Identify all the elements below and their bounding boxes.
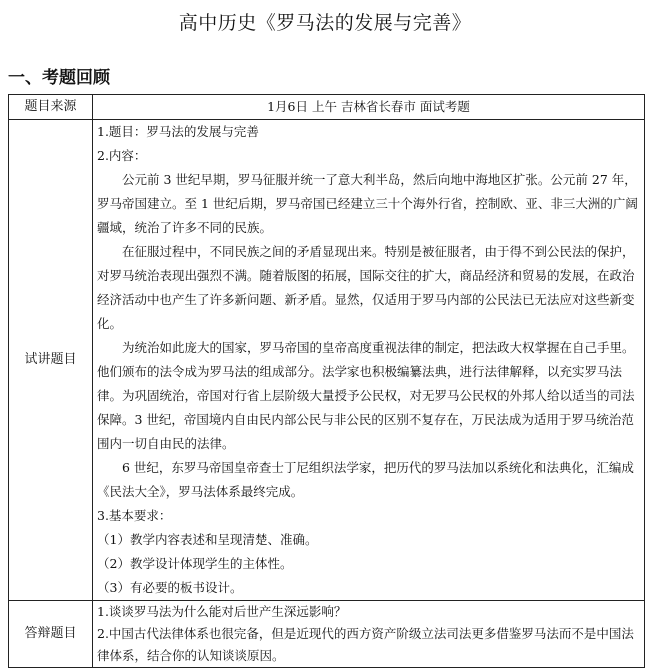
content-paragraph: 6 世纪，东罗马帝国皇帝查士丁尼组织法学家，把历代的罗马法加以系统化和法典化，汇编成《民法大全》，罗马法体系最终完成。 [97,460,634,499]
defense-question: 1.谈谈罗马法为什么能对后世产生深远影响？ [97,604,347,619]
trial-content [93,120,645,601]
content-paragraph: 为统治如此庞大的国家，罗马帝国的皇帝高度重视法律的制定，把法政大权掌握在自己手里。他们颁布的法令成为罗马法的组成部分。法学家也积极编纂法典，进行法律解释，以充实罗马法律。为巩固统治，帝国对行省上层阶级大量授予公民权，对无罗马公民权的外邦人给以适当的司法保障。3 世纪，帝国境内自由民内部公民与非公民的区别不复存在，万民法成为适用于罗马统治范围内一切自由民的法律。 [97,340,635,451]
requirement-item: （2）教学设计体现学生的主体性。 [97,556,293,571]
defense-label: 答辩题目 [9,601,93,668]
requirements-label: 3.基本要求： [97,508,172,523]
defense-question: 2.中国古代法律体系也很完备，但是近现代的西方资产阶级立法司法更多借鉴罗马法而不是中国法律体系，结合你的认知谈谈原因。 [97,626,634,663]
section-heading: 一、考题回顾 [8,68,110,88]
table-row-source [9,95,645,120]
document-title: 高中历史《罗马法的发展与完善》 [178,12,472,34]
table-row-trial [9,120,645,601]
requirement-item: （3）有必要的板书设计。 [97,580,243,595]
defense-content [93,601,645,668]
trial-label: 试讲题目 [9,120,93,601]
content-paragraph: 在征服过程中，不同民族之间的矛盾显现出来。特别是被征服者，由于得不到公民法的保护，对罗马统治表现出强烈不满。随着版图的拓展，国际交往的扩大，商品经济和贸易的发展，在政治经济活动中也产生了许多新问题、新矛盾。显然，仅适用于罗马内部的公民法已无法应对这些新变化。 [97,244,635,331]
requirement-item: （1）教学内容表述和呈现清楚、准确。 [97,532,318,547]
exam-table [8,94,645,668]
content-paragraph: 公元前 3 世纪早期，罗马征服并统一了意大利半岛，然后向地中海地区扩张。公元前 27 年，罗马帝国建立。至 1 世纪后期，罗马帝国已经建立三十个海外行省，控制欧、亚、非三大洲的广阔疆域，统治了许多不同的民族。 [97,172,638,235]
source-label: 题目来源 [9,95,93,120]
content-label: 2.内容： [97,148,147,163]
source-value: 1月6日 上午 吉林省长春市 面试考题 [93,95,645,120]
table-row-defense [9,601,645,668]
trial-topic: 1.题目：罗马法的发展与完善 [97,124,259,139]
